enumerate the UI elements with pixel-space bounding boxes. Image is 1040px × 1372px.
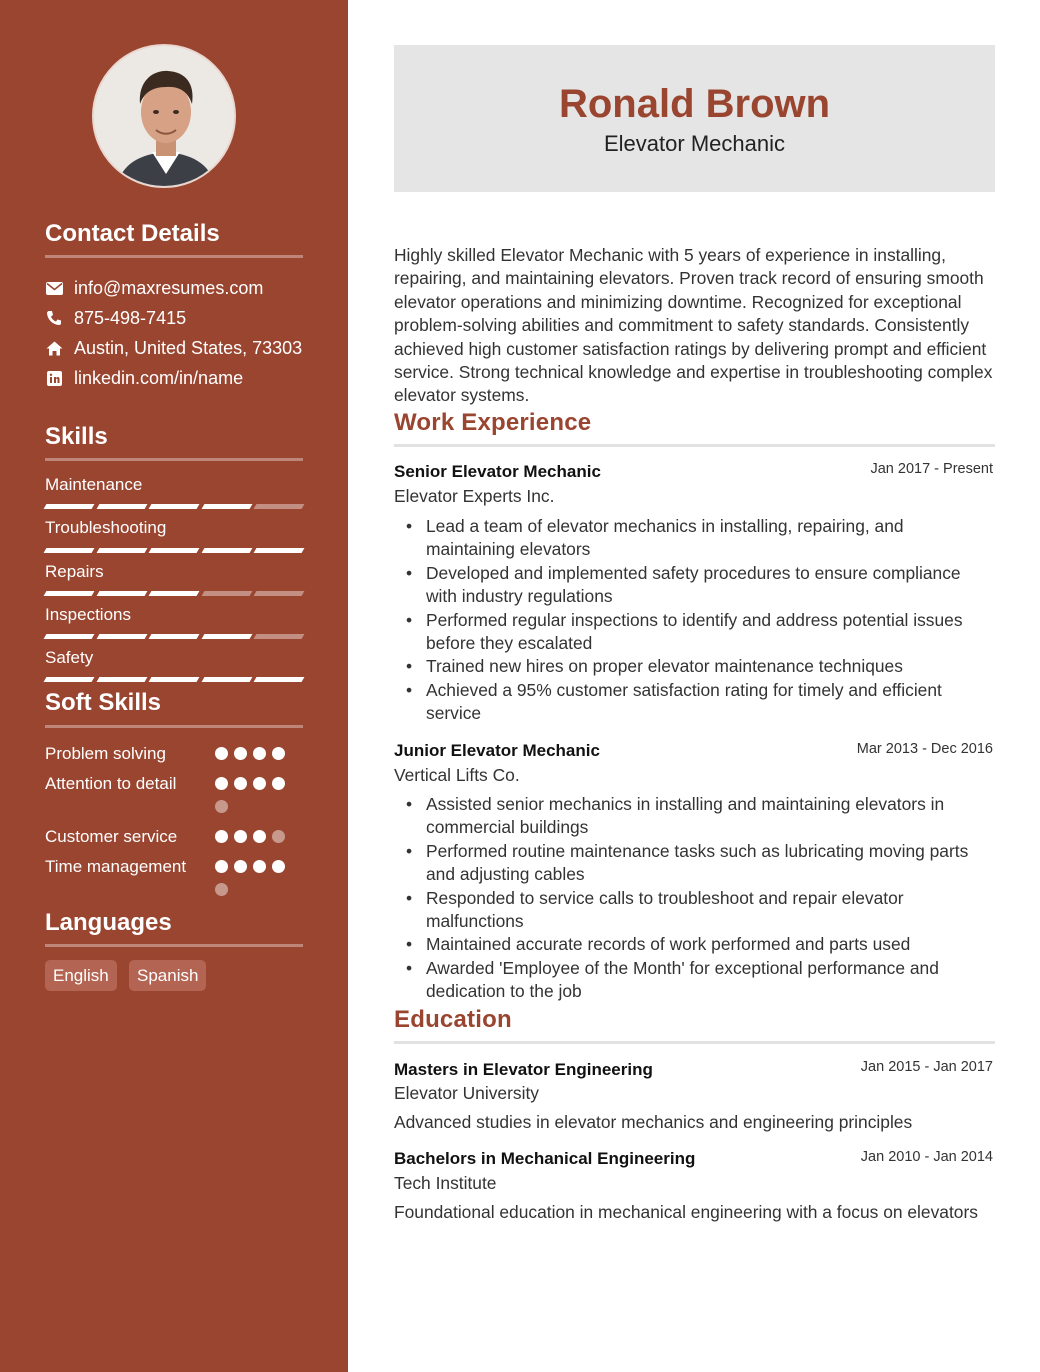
- phone-text: 875-498-7415: [74, 307, 187, 328]
- work-section-title: Work Experience: [394, 409, 592, 436]
- linkedin-icon: [45, 369, 63, 387]
- skill-name: Troubleshooting: [45, 518, 167, 537]
- skill-segment: [201, 504, 251, 509]
- divider: [45, 725, 303, 728]
- soft-skill-rating-overflow: [215, 800, 228, 813]
- education-description: Foundational education in mechanical engineering with a focus on elevators: [394, 1202, 978, 1222]
- list-item: • Maintained accurate records of work performed and parts used: [394, 933, 995, 956]
- skill-segment: [149, 548, 199, 553]
- rating-dot: [215, 860, 228, 873]
- contact-address: [45, 336, 302, 360]
- contact-email[interactable]: [45, 276, 263, 300]
- rating-dot: [253, 747, 266, 760]
- skill-level-bar: [45, 677, 303, 683]
- skill-segment: [44, 677, 94, 682]
- rating-dot: [234, 860, 247, 873]
- rating-dot: [215, 800, 228, 813]
- skill-segment: [149, 677, 199, 682]
- education-description: Advanced studies in elevator mechanics and engineering principles: [394, 1112, 913, 1132]
- degree-title: Masters in Elevator Engineering: [394, 1060, 653, 1079]
- skill-segment: [44, 591, 94, 596]
- list-item: • Assisted senior mechanics in installing and maintaining elevators in commercial buildings: [394, 793, 995, 840]
- list-item: • Trained new hires on proper elevator maintenance techniques: [394, 655, 995, 678]
- rating-dot: [234, 777, 247, 790]
- divider: [45, 458, 303, 461]
- skills-section-title: Skills: [45, 423, 108, 450]
- soft-skill-rating: [215, 830, 285, 843]
- skill-segment: [149, 634, 199, 639]
- home-icon: [45, 339, 63, 357]
- language-chip: English: [45, 960, 117, 991]
- job-company: Vertical Lifts Co.: [394, 765, 520, 785]
- list-item: • Developed and implemented safety procedures to ensure compliance with industry regulations: [394, 562, 995, 609]
- phone-icon: [45, 309, 63, 327]
- skill-segment: [96, 677, 146, 682]
- skill-segment: [96, 504, 146, 509]
- skill-segment: [149, 504, 199, 509]
- skill-segment: [44, 548, 94, 553]
- language-chip: Spanish: [129, 960, 206, 991]
- skill-segment: [96, 591, 146, 596]
- divider: [394, 444, 995, 447]
- skill-level-bar: [45, 634, 303, 640]
- summary-text: Highly skilled Elevator Mechanic with 5 years of experience in installing, repairing, and maintaining elevators. Proven track record of ensuring smooth elevator operations and minimizing downtime. Recognized for exceptional problem-solving abilities and commitment to safety standards. Consistently achieved high customer satisfaction ratings by delivering prompt and efficient service. Strong technical knowledge and expertise in troubleshooting complex elevator systems.: [394, 245, 993, 406]
- job-company: Elevator Experts Inc.: [394, 486, 555, 506]
- divider: [45, 255, 303, 258]
- address-text: Austin, United States, 73303: [74, 337, 303, 358]
- rating-dot: [234, 747, 247, 760]
- list-item: • Responded to service calls to troubleshoot and repair elevator malfunctions: [394, 887, 995, 934]
- list-item: • Awarded 'Employee of the Month' for exceptional performance and dedication to the job: [394, 957, 995, 1004]
- divider: [45, 944, 303, 947]
- soft-skill-rating: [215, 860, 285, 873]
- skill-segment: [254, 634, 304, 639]
- skill-name: Maintenance: [45, 475, 143, 494]
- rating-dot: [272, 830, 285, 843]
- skill-segment: [254, 504, 304, 509]
- skill-segment: [201, 677, 251, 682]
- rating-dot: [272, 777, 285, 790]
- job-bullets: [394, 793, 995, 1004]
- list-item: • Performed routine maintenance tasks such as lubricating moving parts and adjusting cables: [394, 840, 995, 887]
- degree-title: Bachelors in Mechanical Engineering: [394, 1149, 696, 1168]
- skill-segment: [254, 591, 304, 596]
- rating-dot: [253, 860, 266, 873]
- rating-dot: [272, 747, 285, 760]
- skill-segment: [201, 548, 251, 553]
- skill-name: Repairs: [45, 562, 104, 581]
- envelope-icon: [45, 279, 63, 297]
- skill-segment: [44, 504, 94, 509]
- skill-segment: [254, 677, 304, 682]
- skill-segment: [254, 548, 304, 553]
- soft-skill-name: Time management: [45, 857, 187, 876]
- rating-dot: [215, 747, 228, 760]
- rating-dot: [253, 830, 266, 843]
- email-text: info@maxresumes.com: [74, 277, 264, 298]
- job-title: Junior Elevator Mechanic: [394, 741, 600, 760]
- skill-name: Safety: [45, 648, 94, 667]
- soft-skill-rating: [215, 747, 285, 760]
- contact-section-title: Contact Details: [45, 220, 220, 247]
- avatar: [92, 44, 236, 188]
- rating-dot: [215, 883, 228, 896]
- rating-dot: [253, 777, 266, 790]
- soft-skills-section-title: Soft Skills: [45, 689, 162, 716]
- contact-phone[interactable]: [45, 306, 186, 330]
- skill-segment: [201, 591, 251, 596]
- languages-section-title: Languages: [45, 909, 172, 936]
- soft-skill-name: Attention to detail: [45, 774, 177, 793]
- divider: [394, 1041, 995, 1044]
- candidate-role: Elevator Mechanic: [604, 131, 785, 156]
- skill-segment: [96, 548, 146, 553]
- school-name: Elevator University: [394, 1083, 539, 1103]
- contact-linkedin[interactable]: [45, 366, 243, 390]
- rating-dot: [215, 777, 228, 790]
- soft-skill-rating: [215, 777, 285, 790]
- job-title: Senior Elevator Mechanic: [394, 462, 601, 481]
- school-name: Tech Institute: [394, 1173, 497, 1193]
- education-date: Jan 2010 - Jan 2014: [860, 1149, 993, 1165]
- list-item: • Achieved a 95% customer satisfaction rating for timely and efficient service: [394, 679, 995, 726]
- skill-name: Inspections: [45, 605, 131, 624]
- profile-photo-icon: [94, 46, 236, 188]
- list-item: • Lead a team of elevator mechanics in installing, repairing, and maintaining elevators: [394, 515, 995, 562]
- soft-skill-name: Problem solving: [45, 744, 166, 763]
- rating-dot: [272, 860, 285, 873]
- linkedin-text: linkedin.com/in/name: [74, 367, 244, 388]
- candidate-name: Ronald Brown: [558, 82, 831, 126]
- rating-dot: [215, 830, 228, 843]
- job-date: Jan 2017 - Present: [870, 461, 993, 477]
- skill-level-bar: [45, 504, 303, 510]
- job-bullets: [394, 515, 995, 726]
- skill-segment: [201, 634, 251, 639]
- skill-level-bar: [45, 548, 303, 554]
- job-date: Mar 2013 - Dec 2016: [856, 741, 993, 757]
- soft-skill-rating-overflow: [215, 883, 228, 896]
- skill-level-bar: [45, 591, 303, 597]
- skill-segment: [149, 591, 199, 596]
- education-date: Jan 2015 - Jan 2017: [860, 1059, 993, 1075]
- skill-segment: [44, 634, 94, 639]
- rating-dot: [234, 830, 247, 843]
- soft-skill-name: Customer service: [45, 827, 178, 846]
- skill-segment: [96, 634, 146, 639]
- sidebar: [0, 0, 348, 1372]
- list-item: • Performed regular inspections to identify and address potential issues before they escalated: [394, 609, 995, 656]
- education-section-title: Education: [394, 1006, 512, 1033]
